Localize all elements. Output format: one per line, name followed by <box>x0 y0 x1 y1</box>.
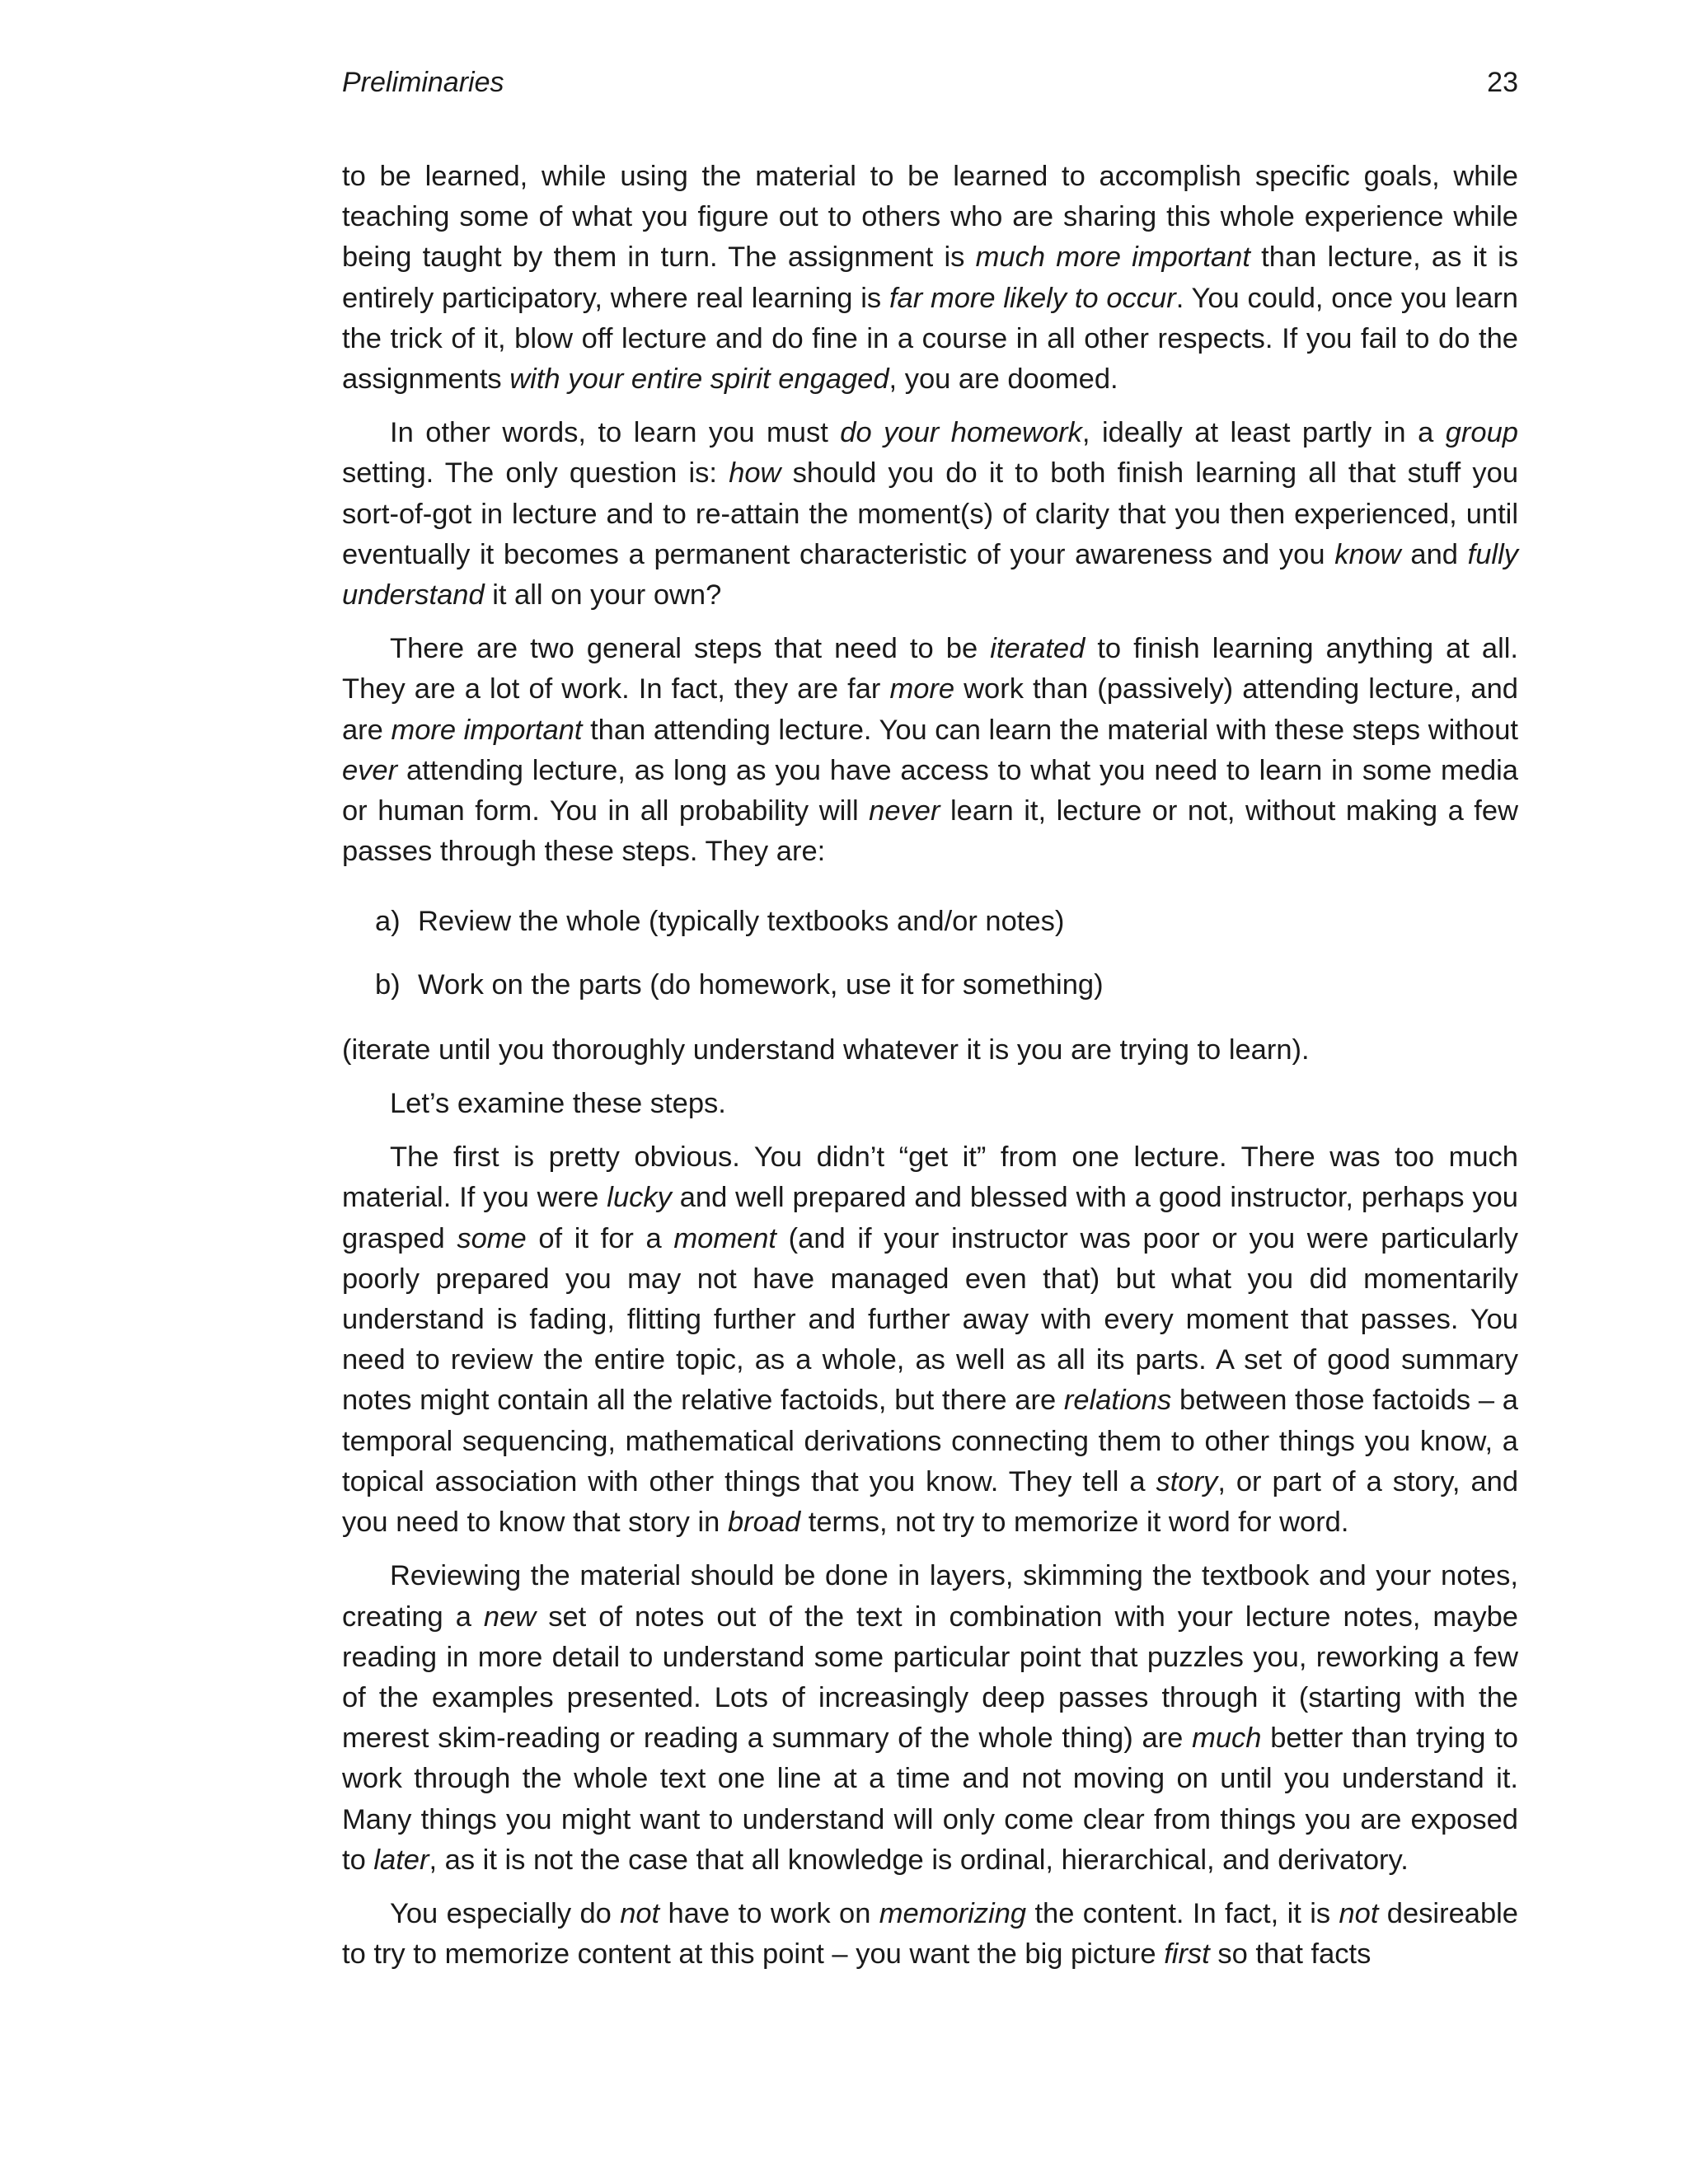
emphasized-text: not <box>620 1897 660 1929</box>
emphasized-text: not <box>1339 1897 1379 1929</box>
text-run: between those factoids – a temporal sequencing, mathematical derivations connecting them to other things you know, a topical association with other things that you know. They tell a <box>342 1385 1518 1497</box>
text-run: and <box>1400 538 1468 570</box>
body-text-before-list <box>342 157 1518 872</box>
emphasized-text: far more likely to occur <box>889 282 1176 314</box>
book-page <box>342 58 1518 1988</box>
text-run: Reviewing the material should be done in layers, skimming the textbook and your notes, creating a <box>342 1560 1518 1633</box>
list-marker: b) <box>375 968 401 1001</box>
emphasized-text: ever <box>342 754 398 786</box>
text-run: learn it, lecture or not, without making a few passes through these steps. They are: <box>342 795 1518 868</box>
paragraph <box>342 413 1518 616</box>
emphasized-text: lucky <box>607 1182 672 1214</box>
text-run: . You could, once you learn the trick of it, blow off lecture and do fine in a course in all other respects. If you fail to do the assignments <box>342 282 1518 396</box>
paragraph <box>342 1137 1518 1543</box>
text-run: setting. The only question is: <box>342 457 729 490</box>
emphasized-text: moment <box>673 1222 777 1254</box>
paragraph <box>342 157 1518 400</box>
emphasized-text: story <box>1156 1465 1218 1497</box>
text-run: so that facts <box>1209 1938 1372 1971</box>
running-head-title: Preliminaries <box>342 67 504 98</box>
text-run: You especially do <box>390 1897 621 1929</box>
text-run: (iterate until you thoroughly understand whatever it is you are trying to learn). <box>342 1033 1310 1066</box>
text-run: should you do it to both finish learning all that stuff you sort-of-got in lecture and to re-attain the moment(s) of clarity that you then experienced, until eventually it becomes a permanent characteristic of your awareness and you <box>342 457 1519 570</box>
text-run: terms, not try to memorize it word for word. <box>800 1507 1349 1539</box>
text-run: than lecture, as it is entirely participatory, where real learning is <box>342 241 1519 314</box>
text-run: better than trying to work through the whole text one line at a time and not moving on until you understand it. Many things you might want to understand will only come clear from things you are exposed to <box>342 1722 1518 1876</box>
emphasized-text: more <box>889 673 955 705</box>
running-head <box>342 58 1518 107</box>
text-run: of it for a <box>526 1222 674 1254</box>
text-run: have to work on <box>659 1897 879 1929</box>
emphasized-text: much more important <box>975 241 1250 274</box>
text-run: Let’s examine these steps. <box>390 1088 726 1120</box>
text-run: desireable to try to memorize content at this point – you want the big picture <box>342 1897 1518 1971</box>
emphasized-text: relations <box>1063 1385 1172 1417</box>
paragraph <box>342 1030 1518 1071</box>
list-item-text: Review the whole (typically textbooks and/or notes) <box>418 906 1065 938</box>
text-run: , or part of a story, and you need to know that story in <box>342 1465 1519 1539</box>
emphasized-text: later <box>373 1844 429 1876</box>
text-run: work than (passively) attending lecture, and are <box>342 673 1518 746</box>
text-run: , as it is not the case that all knowledge is ordinal, hierarchical, and derivatory. <box>429 1844 1409 1876</box>
paragraph <box>342 1894 1518 1975</box>
emphasized-text: new <box>483 1601 537 1633</box>
list-item <box>342 965 1518 1005</box>
emphasized-text: know <box>1334 538 1401 570</box>
paragraph <box>342 1084 1518 1124</box>
emphasized-text: some <box>457 1222 527 1254</box>
text-run: the content. In fact, it is <box>1026 1897 1339 1929</box>
emphasized-text: much <box>1192 1722 1262 1755</box>
text-run: than attending lecture. You can learn the material with these steps without <box>582 714 1519 746</box>
text-run: set of notes out of the text in combination with your lecture notes, maybe reading in more detail to understand some particular point that puzzles you, reworking a few of the examples presented. Lots of increasingly deep passes through it (starting with the merest skim-reading or reading a summary of the whole thing) are <box>342 1601 1518 1755</box>
paragraph <box>342 1556 1518 1881</box>
body-text-after-list <box>342 1030 1518 1975</box>
page-number: 23 <box>1487 67 1518 98</box>
text-run: it all on your own? <box>484 579 722 612</box>
text-run: attending lecture, as long as you have access to what you need to learn in some media or human form. You in all probability will <box>342 754 1518 827</box>
text-run: , you are doomed. <box>889 363 1118 396</box>
text-run: and well prepared and blessed with a good instructor, perhaps you grasped <box>342 1182 1518 1254</box>
emphasized-text: with your entire spirit engaged <box>509 363 889 396</box>
text-run: to be learned, while using the material to be learned to accomplish specific goals, while teaching some of what you figure out to others who are sharing this whole experience while being taught by them in turn. The assignment is <box>342 161 1518 274</box>
text-run: (and if your instructor was poor or you were particularly poorly prepared you may not have managed even that) but what you did momentarily understand is fading, flitting further and further away with every moment that passes. You need to review the entire topic, as a whole, as well as all its parts. A set of good summary notes might contain all the relative factoids, but there are <box>342 1222 1518 1417</box>
emphasized-text: group <box>1445 417 1518 449</box>
emphasized-text: never <box>869 795 940 827</box>
emphasized-text: do your homework <box>840 417 1082 449</box>
emphasized-text: broad <box>727 1507 801 1539</box>
emphasized-text: iterated <box>990 633 1085 665</box>
text-run: In other words, to learn you must <box>390 417 841 449</box>
list-marker: a) <box>375 906 401 938</box>
paragraph <box>342 629 1518 872</box>
emphasized-text: how <box>729 457 781 490</box>
text-run: to finish learning anything at all. They are a lot of work. In fact, they are far <box>342 633 1519 705</box>
emphasized-text: memorizing <box>879 1897 1027 1929</box>
emphasized-text: more important <box>391 714 583 746</box>
steps-list <box>342 902 1518 1005</box>
text-run: The first is pretty obvious. You didn’t “get it” from one lecture. There was too much material. If you were <box>342 1141 1518 1214</box>
emphasized-text: first <box>1164 1938 1210 1971</box>
text-run: There are two general steps that need to be <box>390 633 991 665</box>
list-item <box>342 902 1518 942</box>
text-run: , ideally at least partly in a <box>1081 417 1446 449</box>
emphasized-text: fully understand <box>342 538 1518 612</box>
list-item-text: Work on the parts (do homework, use it for something) <box>418 968 1104 1001</box>
